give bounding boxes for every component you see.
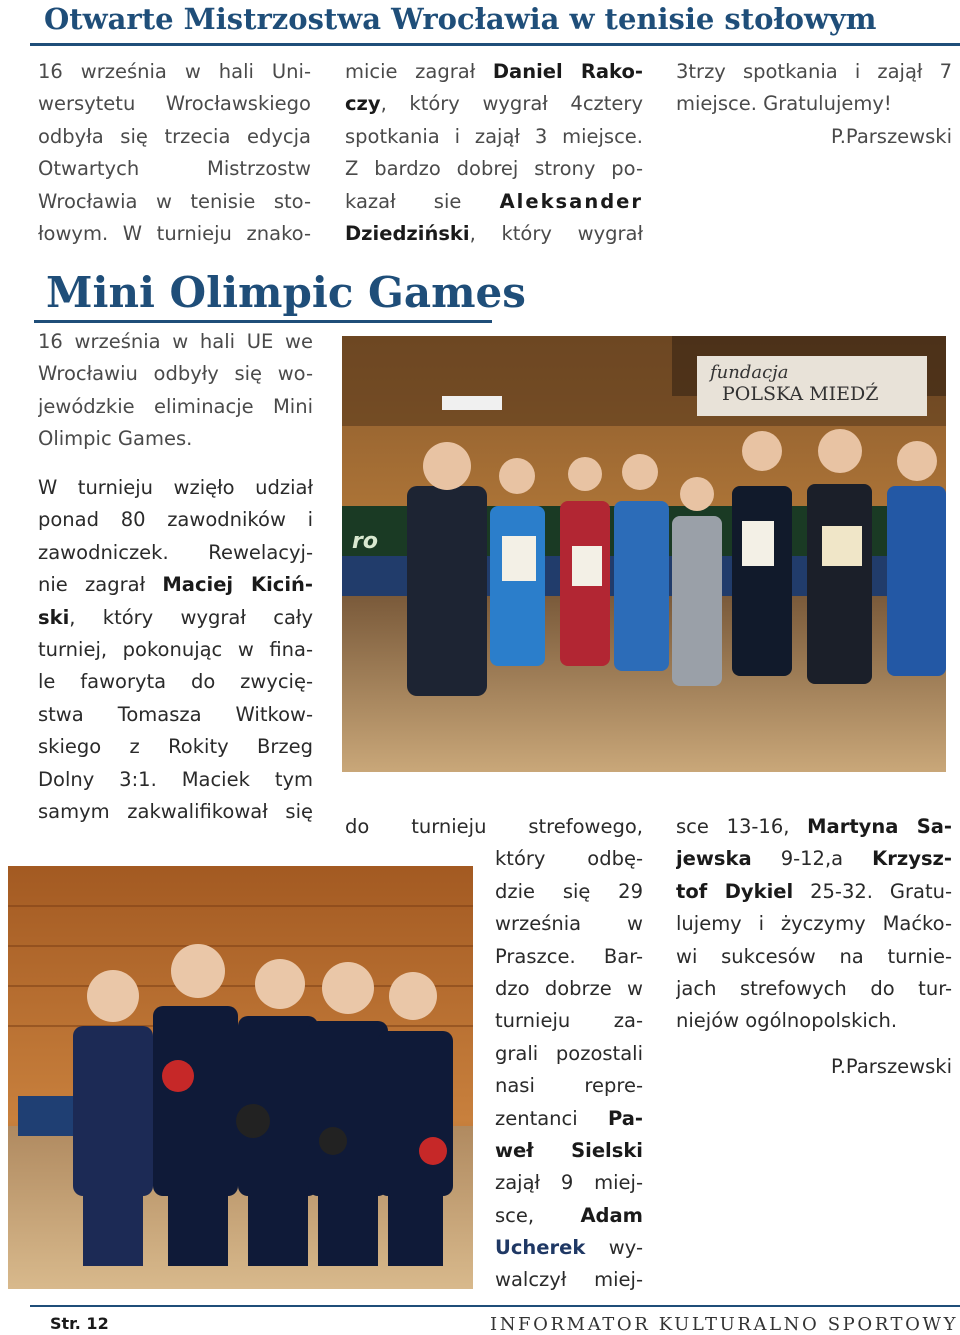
text-run: 9-12,a xyxy=(751,847,873,871)
text-line: Wrocławiu odbyły się wo- xyxy=(38,362,313,386)
text-line xyxy=(676,876,952,908)
text-line: W turnieju wzięło udział xyxy=(38,476,313,499)
player-name: Aleksander xyxy=(499,189,643,213)
text-line: 3trzy spotkania i zajął 7 xyxy=(676,60,952,83)
text-line: jach strefowych do tur- xyxy=(676,976,952,1000)
text-run: , który wygrał cały xyxy=(69,605,313,629)
signature: P.Parszewski xyxy=(831,1055,952,1078)
text-line: do turnieju strefowego, xyxy=(345,815,643,838)
text-line: turniej, pokonując w fina- xyxy=(38,637,313,661)
text-line xyxy=(676,811,952,843)
player-name: tof Dykiel xyxy=(676,879,794,903)
award-ceremony-photo xyxy=(342,336,946,772)
text-run: sce, xyxy=(495,1203,581,1227)
text-line: ponad 80 zawodników i xyxy=(38,508,313,532)
banner-text: POLSKA MIEDŹ xyxy=(722,383,879,405)
text-run: wy- xyxy=(585,1236,643,1260)
article2-intro xyxy=(38,326,313,456)
player-name: Adam xyxy=(580,1203,643,1227)
footer-rule xyxy=(30,1305,960,1307)
player-name: ski xyxy=(38,605,70,629)
text-line: le faworyta do zwycię- xyxy=(38,670,313,694)
text-run: micie zagrał xyxy=(345,60,493,83)
text-line: niejów ogólnopolskich. xyxy=(676,1009,898,1033)
wrapped-text xyxy=(495,843,643,1296)
page-number: Str. 12 xyxy=(50,1314,109,1333)
signature: P.Parszewski xyxy=(831,124,952,148)
banner-text: fundacja xyxy=(710,362,789,383)
player-name: czy xyxy=(345,92,381,116)
text-run: , który wygrał 4cztery xyxy=(380,92,643,116)
team-photo xyxy=(8,866,473,1289)
text-line xyxy=(495,1103,643,1135)
award-ceremony-illustration xyxy=(342,336,946,772)
text-run: 25-32. Gratu- xyxy=(793,879,952,903)
wall-text: ro xyxy=(352,529,378,554)
text-line: skiego z Rokity Brzeg xyxy=(38,735,313,759)
text-line xyxy=(495,1200,643,1232)
text-line: września w xyxy=(495,912,643,936)
player-name: Martyna Sa- xyxy=(807,815,952,838)
publication-name: INFORMATOR KULTURALNO SPORTOWY xyxy=(490,1314,959,1335)
text-line xyxy=(345,186,643,218)
text-line xyxy=(495,1232,643,1264)
text-line xyxy=(495,1135,643,1167)
text-line: który odbę- xyxy=(495,847,643,871)
text-line: wersytetu Wrocławskiego xyxy=(38,92,311,116)
players-group xyxy=(73,944,453,1266)
player-name: jewska xyxy=(676,847,752,871)
team-illustration xyxy=(8,866,473,1289)
article1-column-1 xyxy=(38,56,311,250)
text-line: Wrocławia w tenisie sto- xyxy=(38,189,311,213)
text-line xyxy=(38,602,313,634)
text-line: samym zakwalifikował się xyxy=(38,799,313,823)
article2-column-3 xyxy=(676,811,952,1038)
text-line: jewódzkie eliminacje Mini xyxy=(38,394,313,418)
section-title-underline xyxy=(34,320,492,323)
title-underline xyxy=(30,43,960,46)
player-name: Ucherek xyxy=(495,1236,586,1260)
text-run: sce 13-16, xyxy=(676,815,808,838)
player-name: weł Sielski xyxy=(495,1138,643,1162)
player-name: Krzysz- xyxy=(872,847,952,871)
text-line: Otwartych Mistrzostw xyxy=(38,157,311,181)
text-line xyxy=(345,88,643,120)
text-line: zawodniczek. Rewelacyj- xyxy=(38,540,313,564)
text-line: Z bardzo dobrej strony po- xyxy=(345,157,643,181)
text-line: lujemy i życzymy Maćko- xyxy=(676,912,952,936)
text-line: 16 września w hali UE we xyxy=(38,330,313,353)
text-line: Praszce. Bar- xyxy=(495,944,643,968)
article1-column-2 xyxy=(345,56,643,250)
text-line xyxy=(38,569,313,601)
text-line xyxy=(676,843,952,875)
text-line: stwa Tomasza Witkow- xyxy=(38,702,313,726)
player-name: Maciej Kiciń- xyxy=(162,573,313,597)
text-line: Olimpic Games. xyxy=(38,427,193,451)
text-line xyxy=(345,56,643,88)
text-line: spotkania i zajął 3 miejsce. xyxy=(345,124,643,148)
text-line: miejsce. Gratulujemy! xyxy=(676,92,892,116)
text-line: grali pozostali xyxy=(495,1041,643,1065)
article1-column-3 xyxy=(676,56,952,153)
text-line: dzo dobrze w xyxy=(495,976,643,1000)
text-run: zentanci xyxy=(495,1106,608,1130)
article2-column-1 xyxy=(38,472,313,828)
player-name: Pa- xyxy=(607,1106,643,1130)
text-line xyxy=(345,218,643,250)
section-title: Mini Olimpic Games xyxy=(46,268,526,317)
text-line: turnieju za- xyxy=(495,1009,643,1033)
text-run: , który wygrał xyxy=(469,221,643,245)
text-line: odbyła się trzecia edycja xyxy=(38,124,311,148)
text-line: 16 września w hali Uni- xyxy=(38,60,311,83)
player-name: Daniel Rako- xyxy=(492,60,643,83)
text-line: nasi repre- xyxy=(495,1074,643,1098)
text-line: wi sukcesów na turnie- xyxy=(676,944,952,968)
text-line: walczył miej- xyxy=(495,1268,643,1292)
text-run: nie zagrał xyxy=(38,573,163,597)
text-line: dzie się 29 xyxy=(495,879,643,903)
page-title: Otwarte Mistrzostwa Wrocławia w tenisie stołowym xyxy=(44,2,877,36)
player-name: Dziedziński xyxy=(345,221,470,245)
text-run: kazał sie xyxy=(345,189,500,213)
text-line: Dolny 3:1. Maciek tym xyxy=(38,767,313,791)
text-line: zajął 9 miej- xyxy=(495,1171,643,1195)
text-line: łowym. W turnieju znako- xyxy=(38,221,311,245)
